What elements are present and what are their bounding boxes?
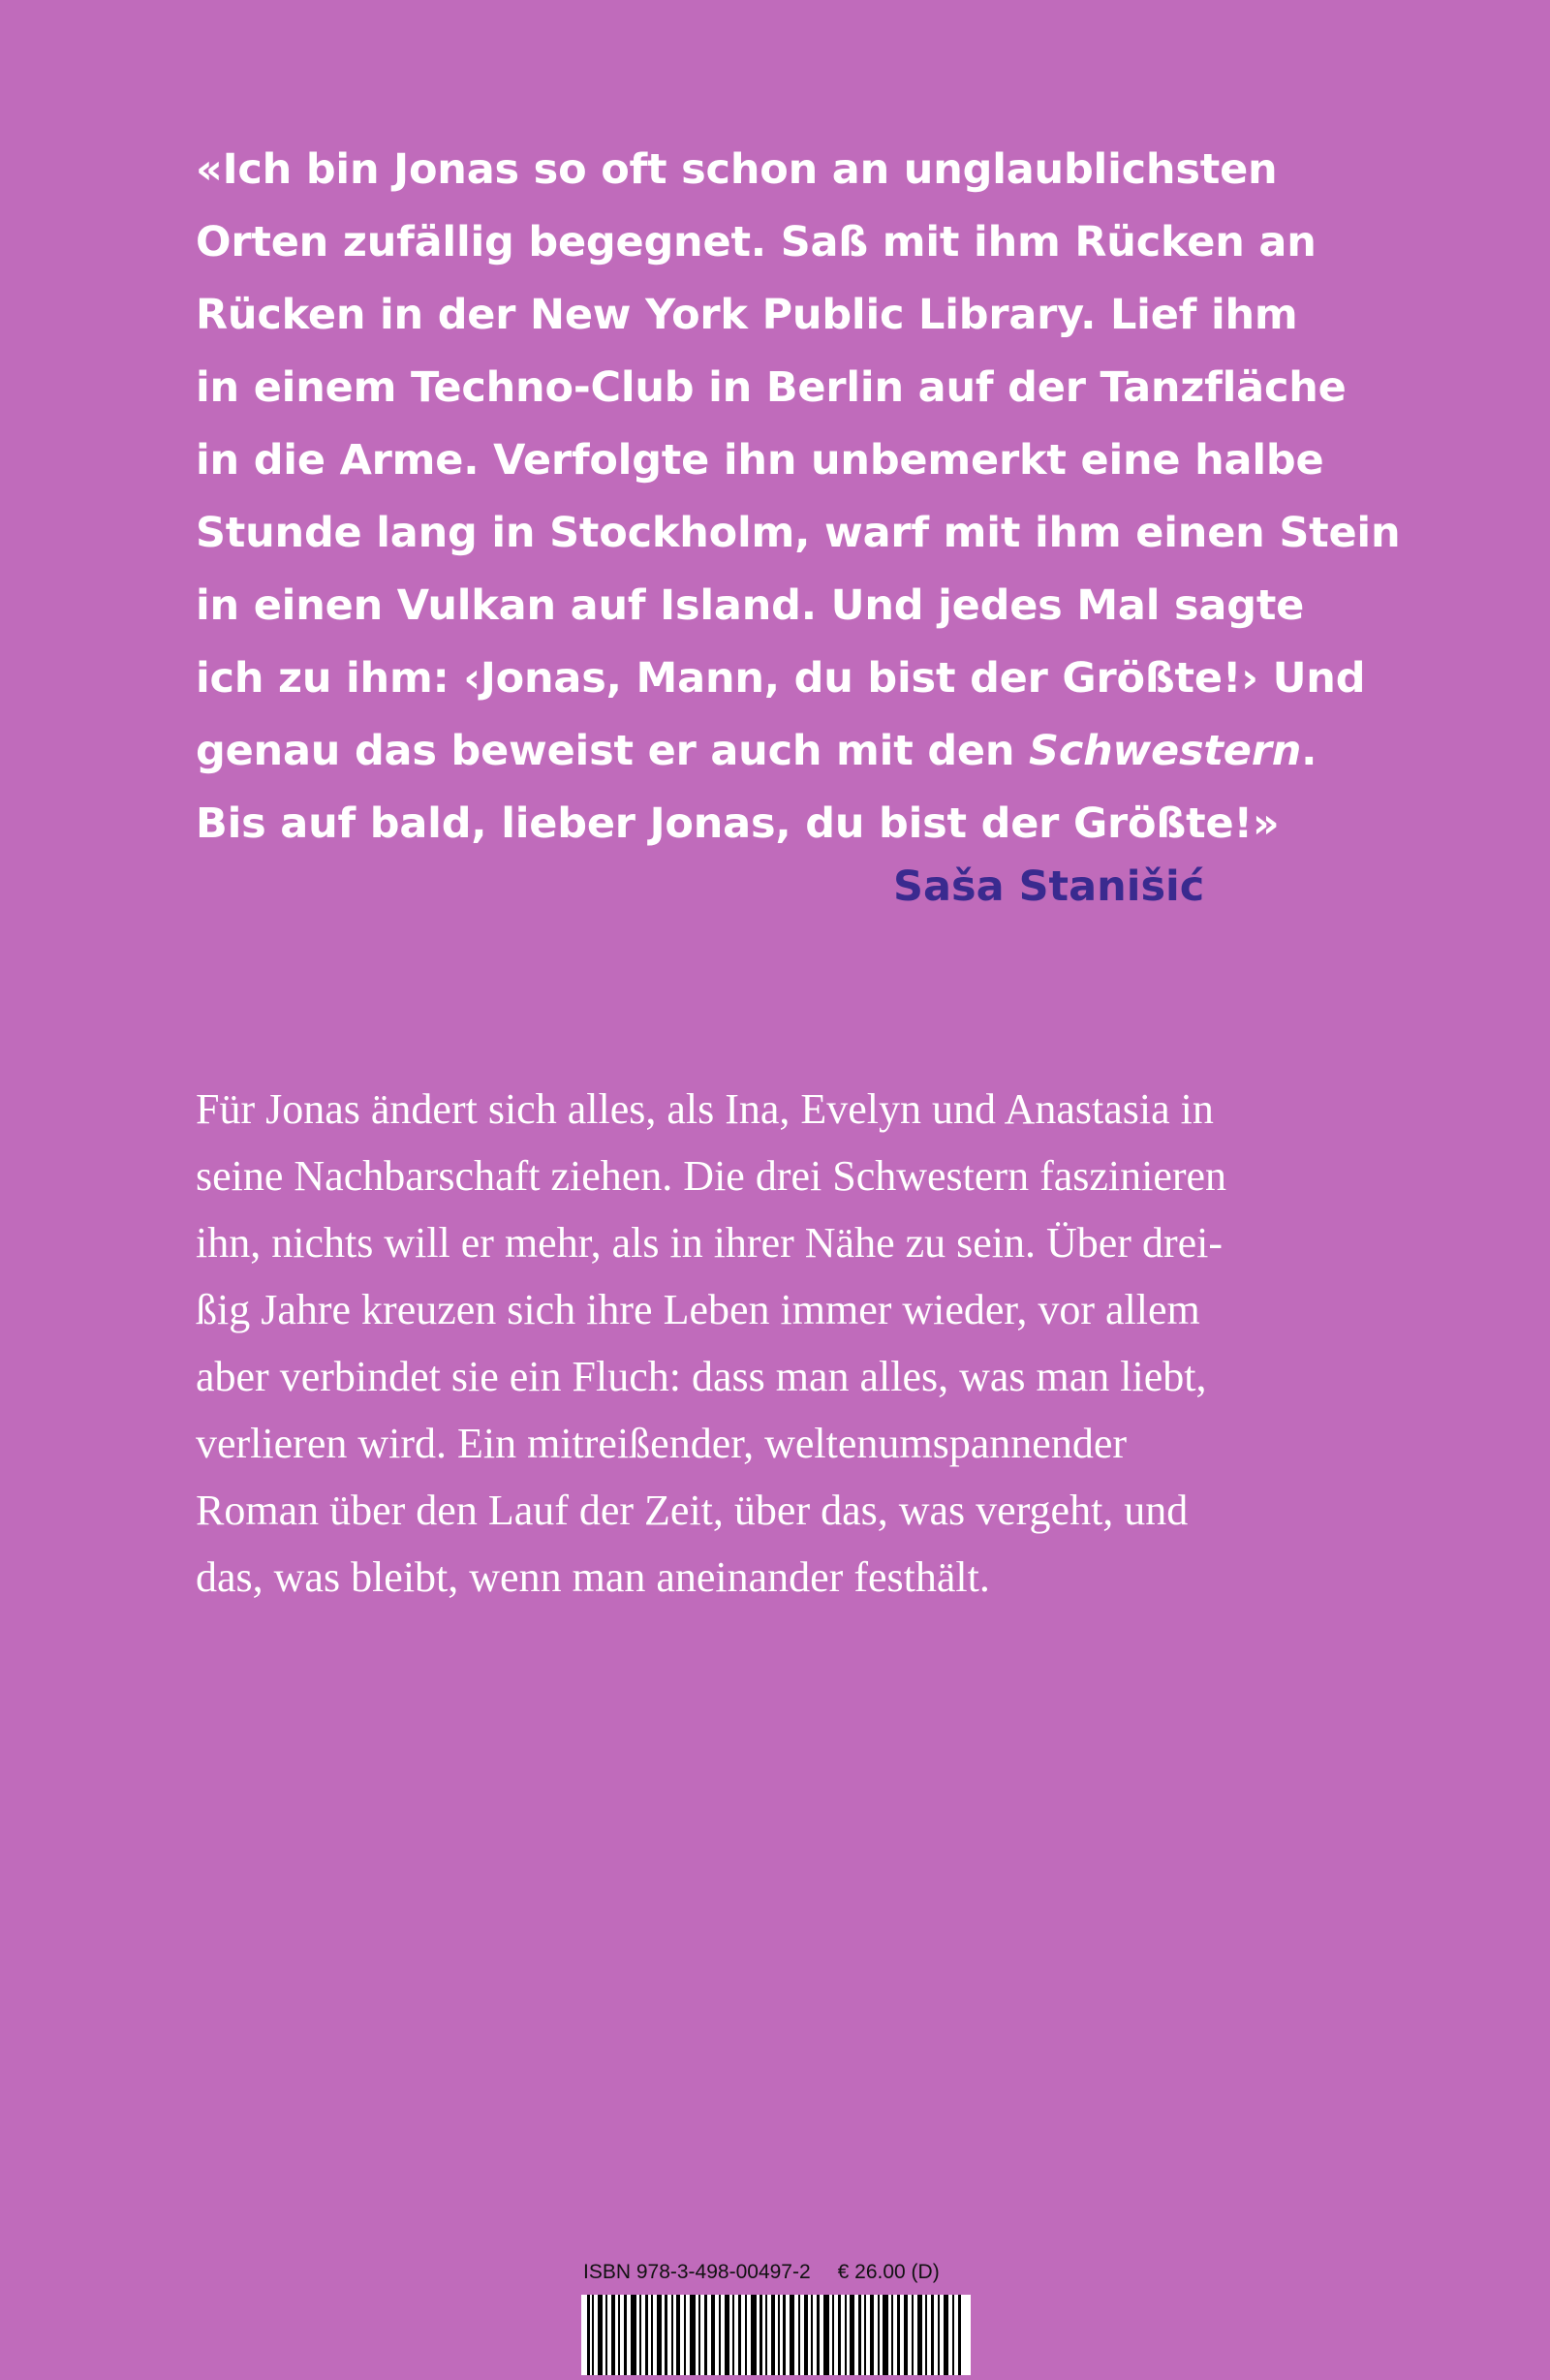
description-line: ihn, nichts will er mehr, als in ihrer Nähe zu sein. Über drei-	[196, 1219, 1224, 1267]
isbn-number: ISBN 978-3-498-00497-2	[583, 2261, 811, 2283]
quote-line: Bis auf bald, lieber Jonas, du bist der Größte!»	[196, 799, 1280, 848]
description-line: verlieren wird. Ein mitreißender, weltenumspannender	[196, 1420, 1127, 1467]
quote-line: in die Arme. Verfolgte ihn unbemerkt eine halbe	[196, 436, 1324, 485]
book-description	[196, 1076, 1397, 1611]
barcode-icon	[581, 2295, 971, 2375]
description-line: Für Jonas ändert sich alles, als Ina, Evelyn und Anastasia in	[196, 1085, 1214, 1133]
blurb-quote	[196, 134, 1401, 861]
book-title-italic: Schwestern	[1029, 727, 1302, 775]
isbn-price-row	[583, 2258, 940, 2287]
quote-line: «Ich bin Jonas so oft schon an unglaublichsten	[196, 145, 1278, 194]
quote-line-part: .	[1301, 727, 1318, 775]
description-line: ßig Jahre kreuzen sich ihre Leben immer wieder, vor allem	[196, 1286, 1200, 1333]
description-line: aber verbindet sie ein Fluch: dass man alles, was man liebt,	[196, 1353, 1207, 1400]
quote-line: in einem Techno-Club in Berlin auf der Tanzfläche	[196, 363, 1347, 412]
description-line: das, was bleibt, wenn man aneinander festhält.	[196, 1553, 990, 1601]
quote-line-part: genau das beweist er auch mit den	[196, 727, 1030, 775]
quote-line: ich zu ihm: ‹Jonas, Mann, du bist der Größte!› Und	[196, 654, 1366, 703]
quote-line-with-title	[196, 715, 1397, 788]
price-label: € 26.00 (D)	[837, 2261, 940, 2283]
quote-line: Rücken in der New York Public Library. Lief ihm	[196, 291, 1298, 339]
quote-line: Orten zufällig begegnet. Saß mit ihm Rücken an	[196, 218, 1317, 266]
barcode	[581, 2295, 971, 2375]
description-line: seine Nachbarschaft ziehen. Die drei Schwestern faszinieren	[196, 1152, 1227, 1200]
description-line: Roman über den Lauf der Zeit, über das, was vergeht, und	[196, 1487, 1189, 1534]
quote-author: Saša Stanišić	[893, 862, 1205, 911]
quote-line: in einen Vulkan auf Island. Und jedes Mal sagte	[196, 581, 1305, 630]
quote-line: Stunde lang in Stockholm, warf mit ihm einen Stein	[196, 509, 1401, 557]
